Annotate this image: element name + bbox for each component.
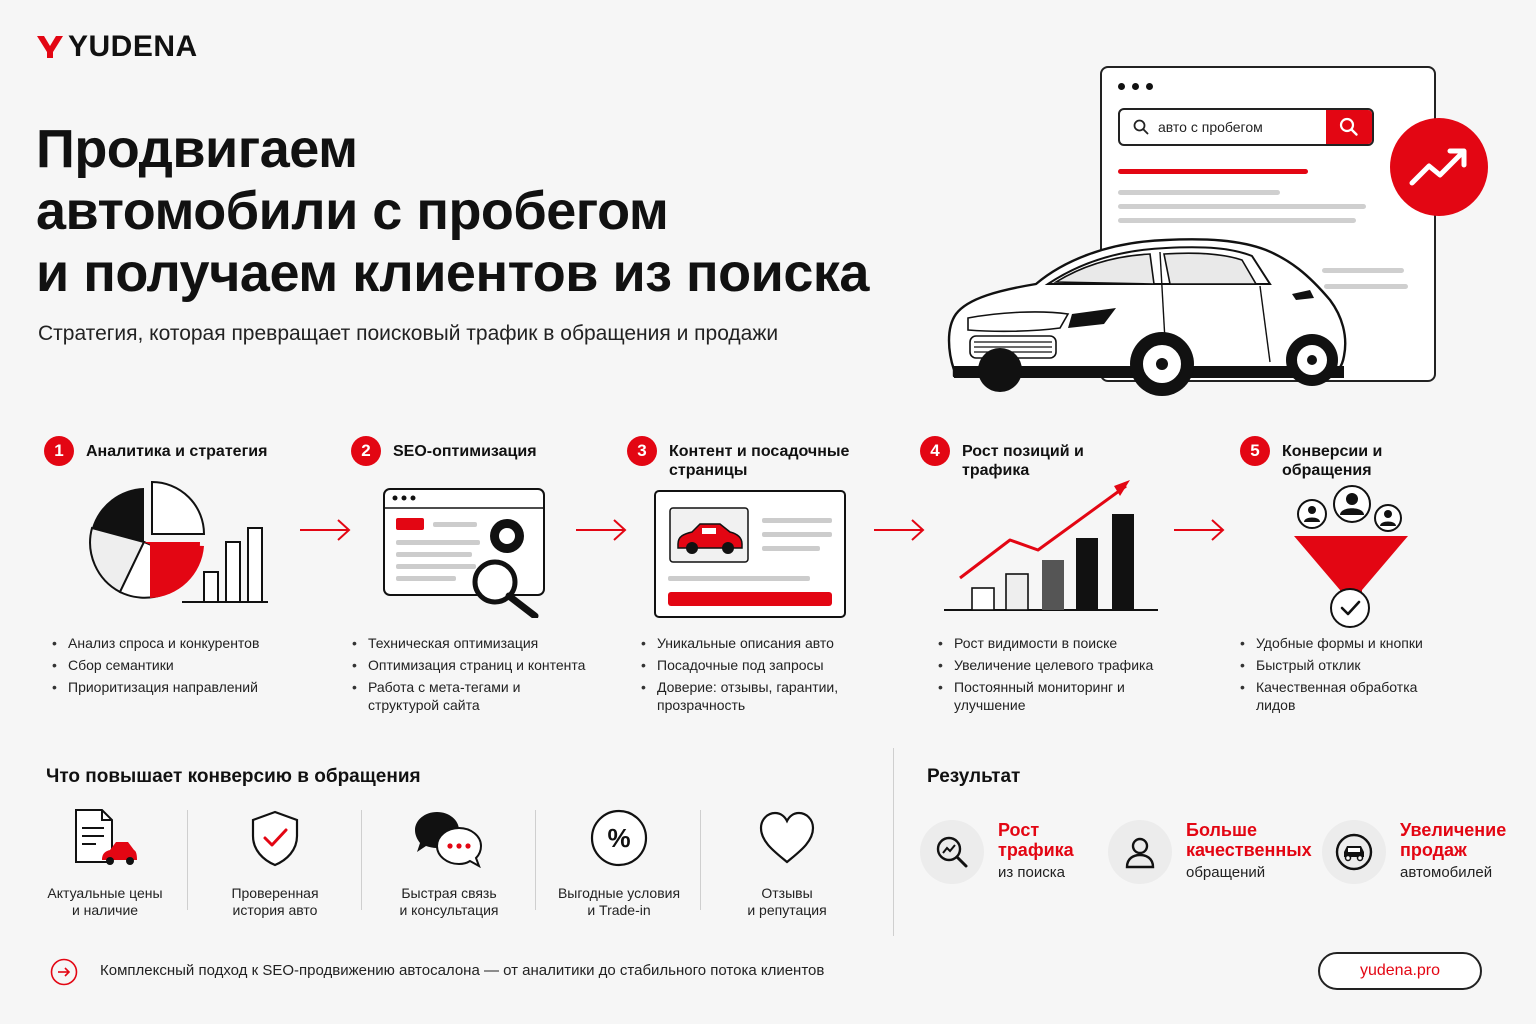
car-illustration	[940, 228, 1360, 408]
result-big-2: качественных	[1186, 840, 1312, 860]
list-item: • Техническая оптимизация	[350, 634, 540, 652]
step-number: 4	[920, 436, 950, 466]
divider	[535, 810, 536, 910]
trend-up-icon	[1390, 118, 1488, 216]
conversion-item	[374, 808, 524, 919]
search-growth-icon	[920, 820, 984, 884]
result-line	[1118, 169, 1308, 174]
title-line: Продвигаем	[36, 119, 358, 179]
title-line: автомобили с пробегом	[36, 181, 669, 241]
list-item: • Оптимизация страниц и контента	[350, 656, 540, 674]
step-number: 5	[1240, 436, 1270, 466]
list-item: • Качественная обработка лидов	[1238, 678, 1438, 714]
list-item: • Постоянный мониторинг и улучшение	[936, 678, 1126, 714]
divider	[700, 810, 701, 910]
result-big-2: продаж	[1400, 840, 1467, 860]
step-5-bullets	[1238, 634, 1478, 718]
percent-icon	[589, 808, 649, 868]
search-button[interactable]	[1326, 110, 1372, 144]
shield-check-icon	[245, 808, 305, 868]
conversion-label: Актуальные цены и наличие	[47, 885, 163, 918]
result-small: из поиска	[998, 864, 1066, 881]
result-item	[1108, 820, 1312, 884]
search-bar[interactable]	[1118, 108, 1374, 146]
result-item	[920, 820, 1074, 884]
conversion-funnel-icon	[1292, 482, 1414, 628]
step-5	[1240, 436, 1490, 480]
result-big-1: Увеличение	[1400, 820, 1507, 840]
price-document-icon	[72, 808, 138, 868]
result-title: Результат	[927, 766, 1021, 787]
result-line	[1118, 190, 1280, 195]
car-icon	[1322, 820, 1386, 884]
result-item	[1322, 820, 1506, 884]
list-item: • Приоритизация направлений	[50, 678, 290, 696]
step-4	[920, 436, 1170, 480]
window-dots	[1118, 83, 1153, 90]
conversion-label: Выгодные условия и Trade-in	[557, 885, 681, 918]
result-small: обращений	[1186, 864, 1266, 881]
step-2-bullets	[350, 634, 586, 718]
result-line	[1118, 218, 1356, 223]
arrow-right-icon	[576, 518, 628, 542]
divider	[187, 810, 188, 910]
step-number: 1	[44, 436, 74, 466]
step-3-bullets	[639, 634, 869, 718]
page-title	[36, 118, 956, 304]
brand-logo[interactable]	[36, 30, 198, 64]
chat-icon	[413, 808, 485, 868]
list-item: • Доверие: отзывы, гарантии, прозрачность	[639, 678, 869, 714]
step-3	[627, 436, 877, 480]
conversion-item	[712, 808, 862, 919]
user-icon	[1108, 820, 1172, 884]
list-item: • Уникальные описания авто	[639, 634, 869, 652]
list-item: • Посадочные под запросы	[639, 656, 869, 674]
arrow-circle-icon	[50, 958, 78, 986]
result-line	[1118, 204, 1366, 209]
result-big-1: Больше	[1186, 820, 1257, 840]
step-title: Аналитика и стратегия	[86, 443, 268, 460]
list-item: • Увеличение целевого трафика	[936, 656, 1166, 674]
step-title: SEO-оптимизация	[393, 443, 537, 460]
section-divider	[893, 748, 894, 936]
conversion-item	[30, 808, 180, 919]
arrow-right-icon	[1174, 518, 1226, 542]
step-title: Контент и посадочные страницы	[669, 443, 850, 479]
title-line: и получаем клиентов из поиска	[36, 243, 869, 303]
page-subtitle: Стратегия, которая превращает поисковый трафик в обращения и продажи	[38, 322, 779, 345]
step-number: 3	[627, 436, 657, 466]
step-title: Рост позиций и трафика	[962, 443, 1084, 479]
conversion-label: Отзывы и репутация	[747, 885, 827, 918]
footer-text: Комплексный подход к SEO-продвижению автосалона — от аналитики до стабильного потока клиентов	[100, 962, 825, 979]
step-title: Конверсии и обращения	[1282, 443, 1383, 479]
list-item: • Сбор семантики	[50, 656, 290, 674]
step-number: 2	[351, 436, 381, 466]
step-4-bullets	[936, 634, 1166, 718]
seo-browser-icon	[383, 488, 545, 618]
result-big-1: Рост	[998, 820, 1040, 840]
arrow-right-icon	[300, 518, 352, 542]
search-icon	[1339, 117, 1359, 137]
list-item: • Удобные формы и кнопки	[1238, 634, 1478, 652]
arrow-right-icon	[874, 518, 926, 542]
list-item: • Анализ спроса и конкурентов	[50, 634, 290, 652]
conversion-label: Проверенная история авто	[231, 885, 319, 918]
search-icon	[1128, 119, 1154, 135]
analytics-chart-icon	[86, 480, 270, 606]
result-big-2: трафика	[998, 840, 1074, 860]
result-small: автомобилей	[1400, 864, 1493, 881]
website-link-button[interactable]: yudena.pro	[1318, 952, 1482, 990]
list-item: • Рост видимости в поиске	[936, 634, 1166, 652]
logo-mark-icon	[36, 34, 64, 60]
heart-icon	[757, 808, 817, 868]
growth-chart-icon	[944, 476, 1160, 616]
conversion-item	[544, 808, 694, 919]
list-item: • Быстрый отклик	[1238, 656, 1478, 674]
search-query: авто с пробегом	[1158, 119, 1263, 135]
divider	[361, 810, 362, 910]
conversion-title: Что повышает конверсию в обращения	[46, 766, 421, 787]
step-2	[351, 436, 601, 466]
list-item: • Работа с мета-тегами и структурой сайта	[350, 678, 540, 714]
conversion-label: Быстрая связь и консультация	[399, 885, 499, 918]
content-page-icon	[654, 490, 846, 618]
conversion-item	[200, 808, 350, 919]
step-1-bullets	[50, 634, 290, 700]
svg-text:%: %	[607, 823, 631, 853]
step-1	[44, 436, 294, 466]
brand-name: YUDENA	[68, 30, 198, 63]
